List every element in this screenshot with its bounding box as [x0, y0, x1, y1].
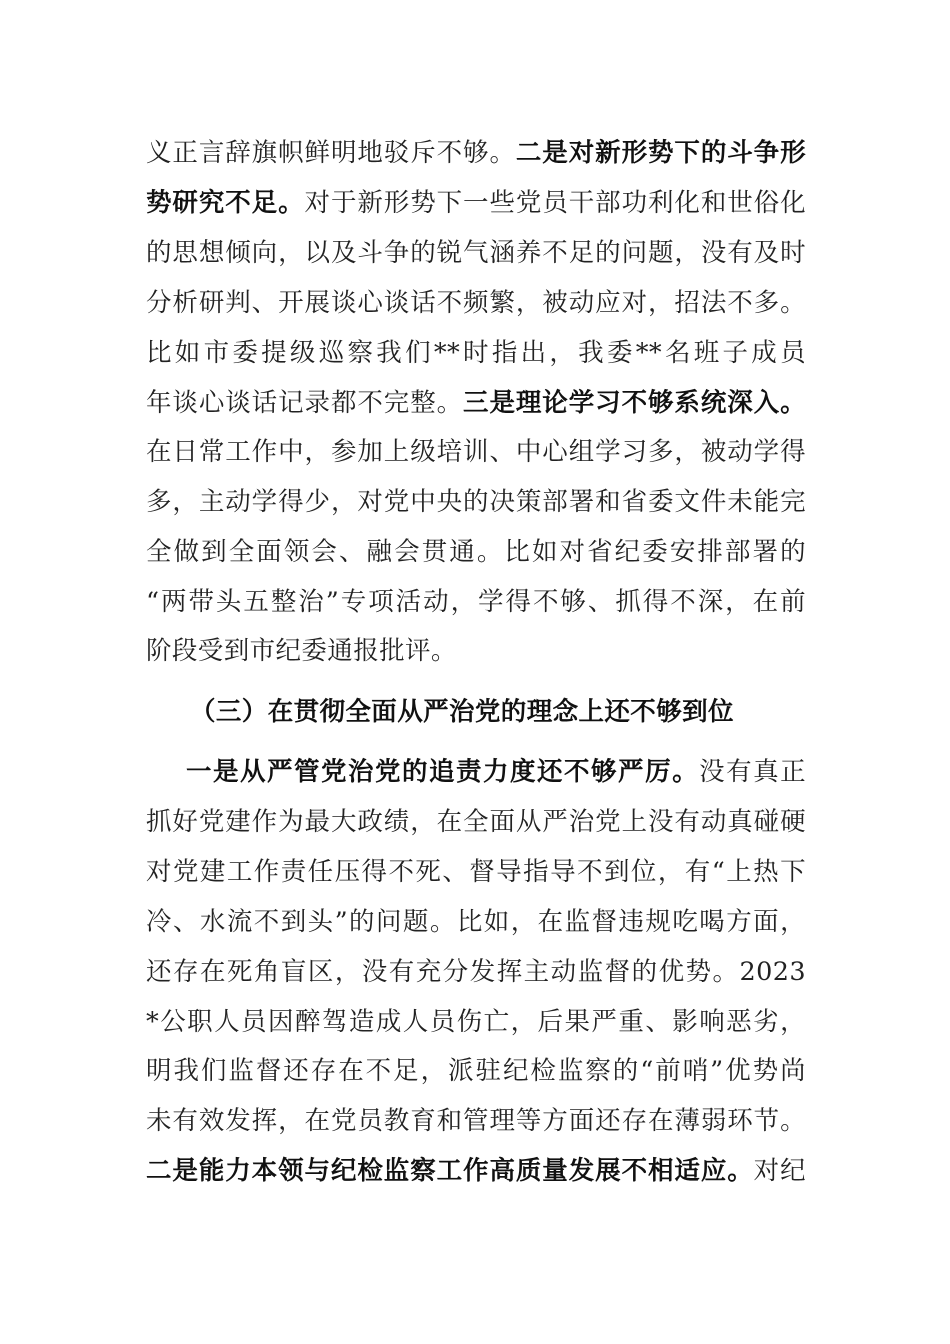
- text-run: 没有真正: [699, 757, 806, 787]
- text-line: [146, 634, 457, 668]
- text-run: 在日常工作中，参加上级培训、中心组学习多，被动学得: [146, 437, 806, 467]
- text-run: 还存在死角盲区，没有充分发挥主动监督的优势。2023: [146, 957, 806, 987]
- text-line: [146, 585, 806, 619]
- text-line: [190, 695, 734, 729]
- text-line: [146, 1054, 806, 1088]
- text-run: *公职人员因醉驾造成人员伤亡，后果严重、影响恶劣，: [146, 1007, 806, 1037]
- text-line: [146, 535, 806, 569]
- text-run: 年谈心谈话记录都不完整。: [146, 388, 464, 418]
- text-run: 全做到全面领会、融会贯通。比如对省纪委安排部署的: [146, 537, 806, 567]
- bold-text-run: 势研究不足。: [146, 188, 305, 218]
- text-line: [146, 186, 806, 220]
- bold-text-run: 二是对新形势下的斗争形: [515, 138, 806, 168]
- text-line: [146, 1154, 806, 1188]
- text-run: “两带头五整治”专项活动，学得不够、抓得不深，在前: [146, 587, 806, 617]
- bold-text-run: （三）在贯彻全面从严治党的理念上还不够到位: [190, 697, 734, 727]
- bold-text-run: 一是从严管党治党的追责力度还不够严厉。: [186, 757, 700, 787]
- text-line: [186, 755, 806, 789]
- text-line: [146, 286, 806, 320]
- text-line: [146, 855, 806, 889]
- text-run: 对党建工作责任压得不死、督导指导不到位，有“上热下: [146, 857, 806, 887]
- text-line: [146, 435, 806, 469]
- text-line: [146, 336, 806, 370]
- text-line: [146, 805, 806, 839]
- text-line: [146, 136, 806, 170]
- text-run: 抓好党建作为最大政绩，在全面从严治党上没有动真碰硬: [146, 807, 806, 837]
- text-run: 阶段受到市纪委通报批评。: [146, 636, 457, 666]
- text-run: 未有效发挥，在党员教育和管理等方面还存在薄弱环节。: [146, 1106, 806, 1136]
- text-line: [146, 236, 806, 270]
- text-run: 的思想倾向，以及斗争的锐气涵养不足的问题，没有及时: [146, 238, 806, 268]
- text-run: 明我们监督还存在不足，派驻纪检监察的“前哨”优势尚: [146, 1056, 806, 1086]
- bold-text-run: 二是能力本领与纪检监察工作高质量发展不相适应。: [146, 1156, 754, 1186]
- text-run: 对于新形势下一些党员干部功利化和世俗化: [304, 188, 806, 218]
- text-line: [146, 955, 806, 989]
- text-run: 比如市委提级巡察我们**时指出，我委**名班子成员: [146, 338, 806, 368]
- text-line: [146, 1005, 806, 1039]
- text-run: 分析研判、开展谈心谈话不频繁，被动应对，招法不多。: [146, 288, 806, 318]
- text-run: 义正言辞旗帜鲜明地驳斥不够。: [146, 138, 516, 168]
- text-line: [146, 1104, 806, 1138]
- text-line: [146, 905, 806, 939]
- bold-text-run: 三是理论学习不够系统深入。: [463, 388, 806, 418]
- text-run: 对纪: [753, 1156, 806, 1186]
- text-line: [146, 386, 806, 420]
- text-run: 多，主动学得少，对党中央的决策部署和省委文件未能完: [146, 487, 806, 517]
- text-run: 冷、水流不到头”的问题。比如，在监督违规吃喝方面，: [146, 907, 806, 937]
- text-line: [146, 485, 806, 519]
